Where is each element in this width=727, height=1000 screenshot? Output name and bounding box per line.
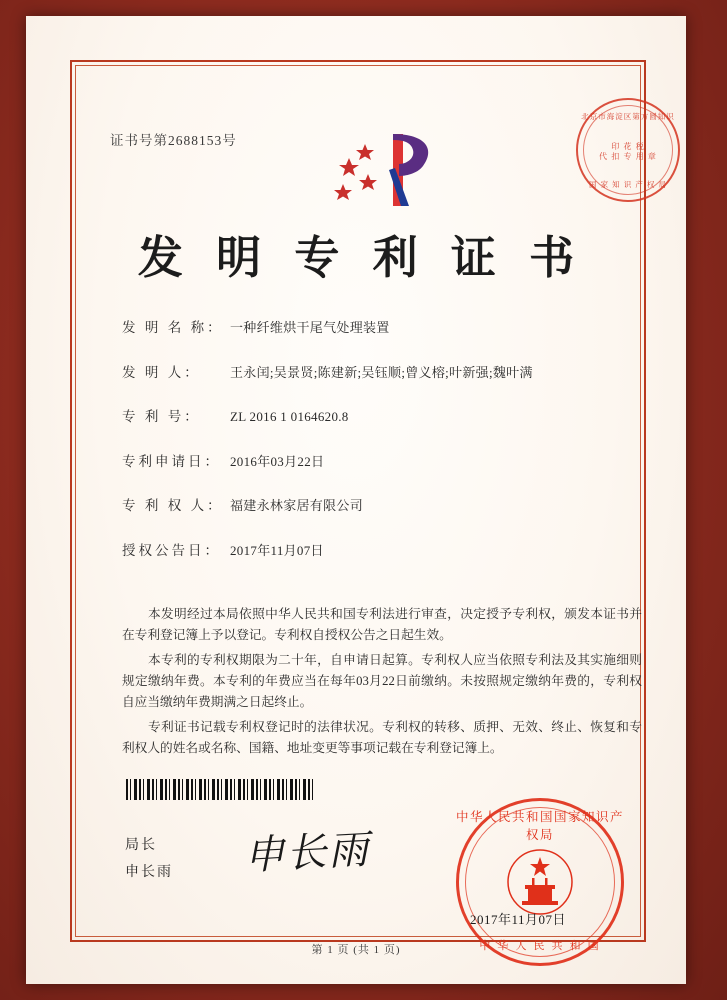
field-row (122, 450, 642, 470)
tax-stamp-seal (576, 98, 680, 202)
page-title: 发 明 专 利 证 书 (137, 233, 586, 283)
field-label: 专 利 号： (122, 409, 201, 424)
field-value: 王永闰;吴景贤;陈建新;吴钰顺;曾义榕;叶新强;魏叶满 (230, 364, 533, 380)
issue-date: 2017年11月07日 (470, 912, 567, 927)
field-label: 发 明 人： (122, 364, 201, 380)
field-row (122, 494, 642, 514)
paragraph: 专利证书记载专利权登记时的法律状况。专利权的转移、质押、无效、终止、恢复和专利权人的姓名或名称、国籍、地址变更等事项记载在专利登记簿上。 (122, 720, 642, 755)
field-row (122, 405, 642, 425)
field-value: 2016年03月22日 (230, 453, 325, 469)
seal-middle-text: 印 花 税 代 扣 专 用 章 (599, 142, 657, 161)
barcode (126, 779, 316, 800)
director-name: 申长雨 (125, 865, 173, 880)
paragraph: 本发明经过本局依照中华人民共和国专利法进行审查，决定授予专利权，颁发本证书并在专利登记簿上予以登记。专利权自授权公告之日起生效。 (122, 607, 642, 642)
field-value: 2017年11月07日 (230, 542, 324, 558)
field-label: 专利申请日： (122, 453, 221, 469)
field-label: 专 利 权 人： (122, 498, 224, 513)
field-list (122, 316, 642, 583)
field-value: 福建永林家居有限公司 (230, 498, 364, 513)
field-label: 授权公告日： (122, 542, 221, 558)
patent-emblem-icon (331, 128, 451, 210)
certificate-number: 证书号第2688153号 (110, 133, 237, 148)
national-emblem-icon (503, 845, 577, 919)
handwritten-signature: 申长雨 (243, 826, 372, 879)
field-value: 一种纤维烘干尾气处理装置 (230, 320, 390, 335)
seal-bottom-text: 中 华 人 民 共 和 国 (479, 940, 601, 952)
paragraph: 本专利的专利权期限为二十年，自申请日起算。专利权人应当依照专利法及其实施细则规定缴纳年费。本专利的年费应当在每年03月22日前缴纳。未按照规定缴纳年费的，专利权自应当缴纳年费期满之日起终止。 (122, 653, 642, 709)
seal-top-text: 北京市海淀区第方圆知识 (581, 112, 675, 121)
certificate-paper (26, 16, 686, 984)
body-text (122, 604, 642, 763)
field-row (122, 539, 642, 559)
seal-top-text: 中华人民共和国国家知识产权局 (456, 810, 625, 842)
field-label: 发 明 名 称： (122, 320, 224, 335)
field-value: ZL 2016 1 0164620.8 (230, 409, 349, 424)
director-label: 局长 (125, 838, 157, 853)
page-footer: 第 1 页 (共 1 页) (311, 944, 401, 956)
field-row (122, 361, 642, 381)
seal-bottom-text: 国 家 知 识 产 权 局 (588, 180, 667, 189)
field-row (122, 316, 642, 336)
